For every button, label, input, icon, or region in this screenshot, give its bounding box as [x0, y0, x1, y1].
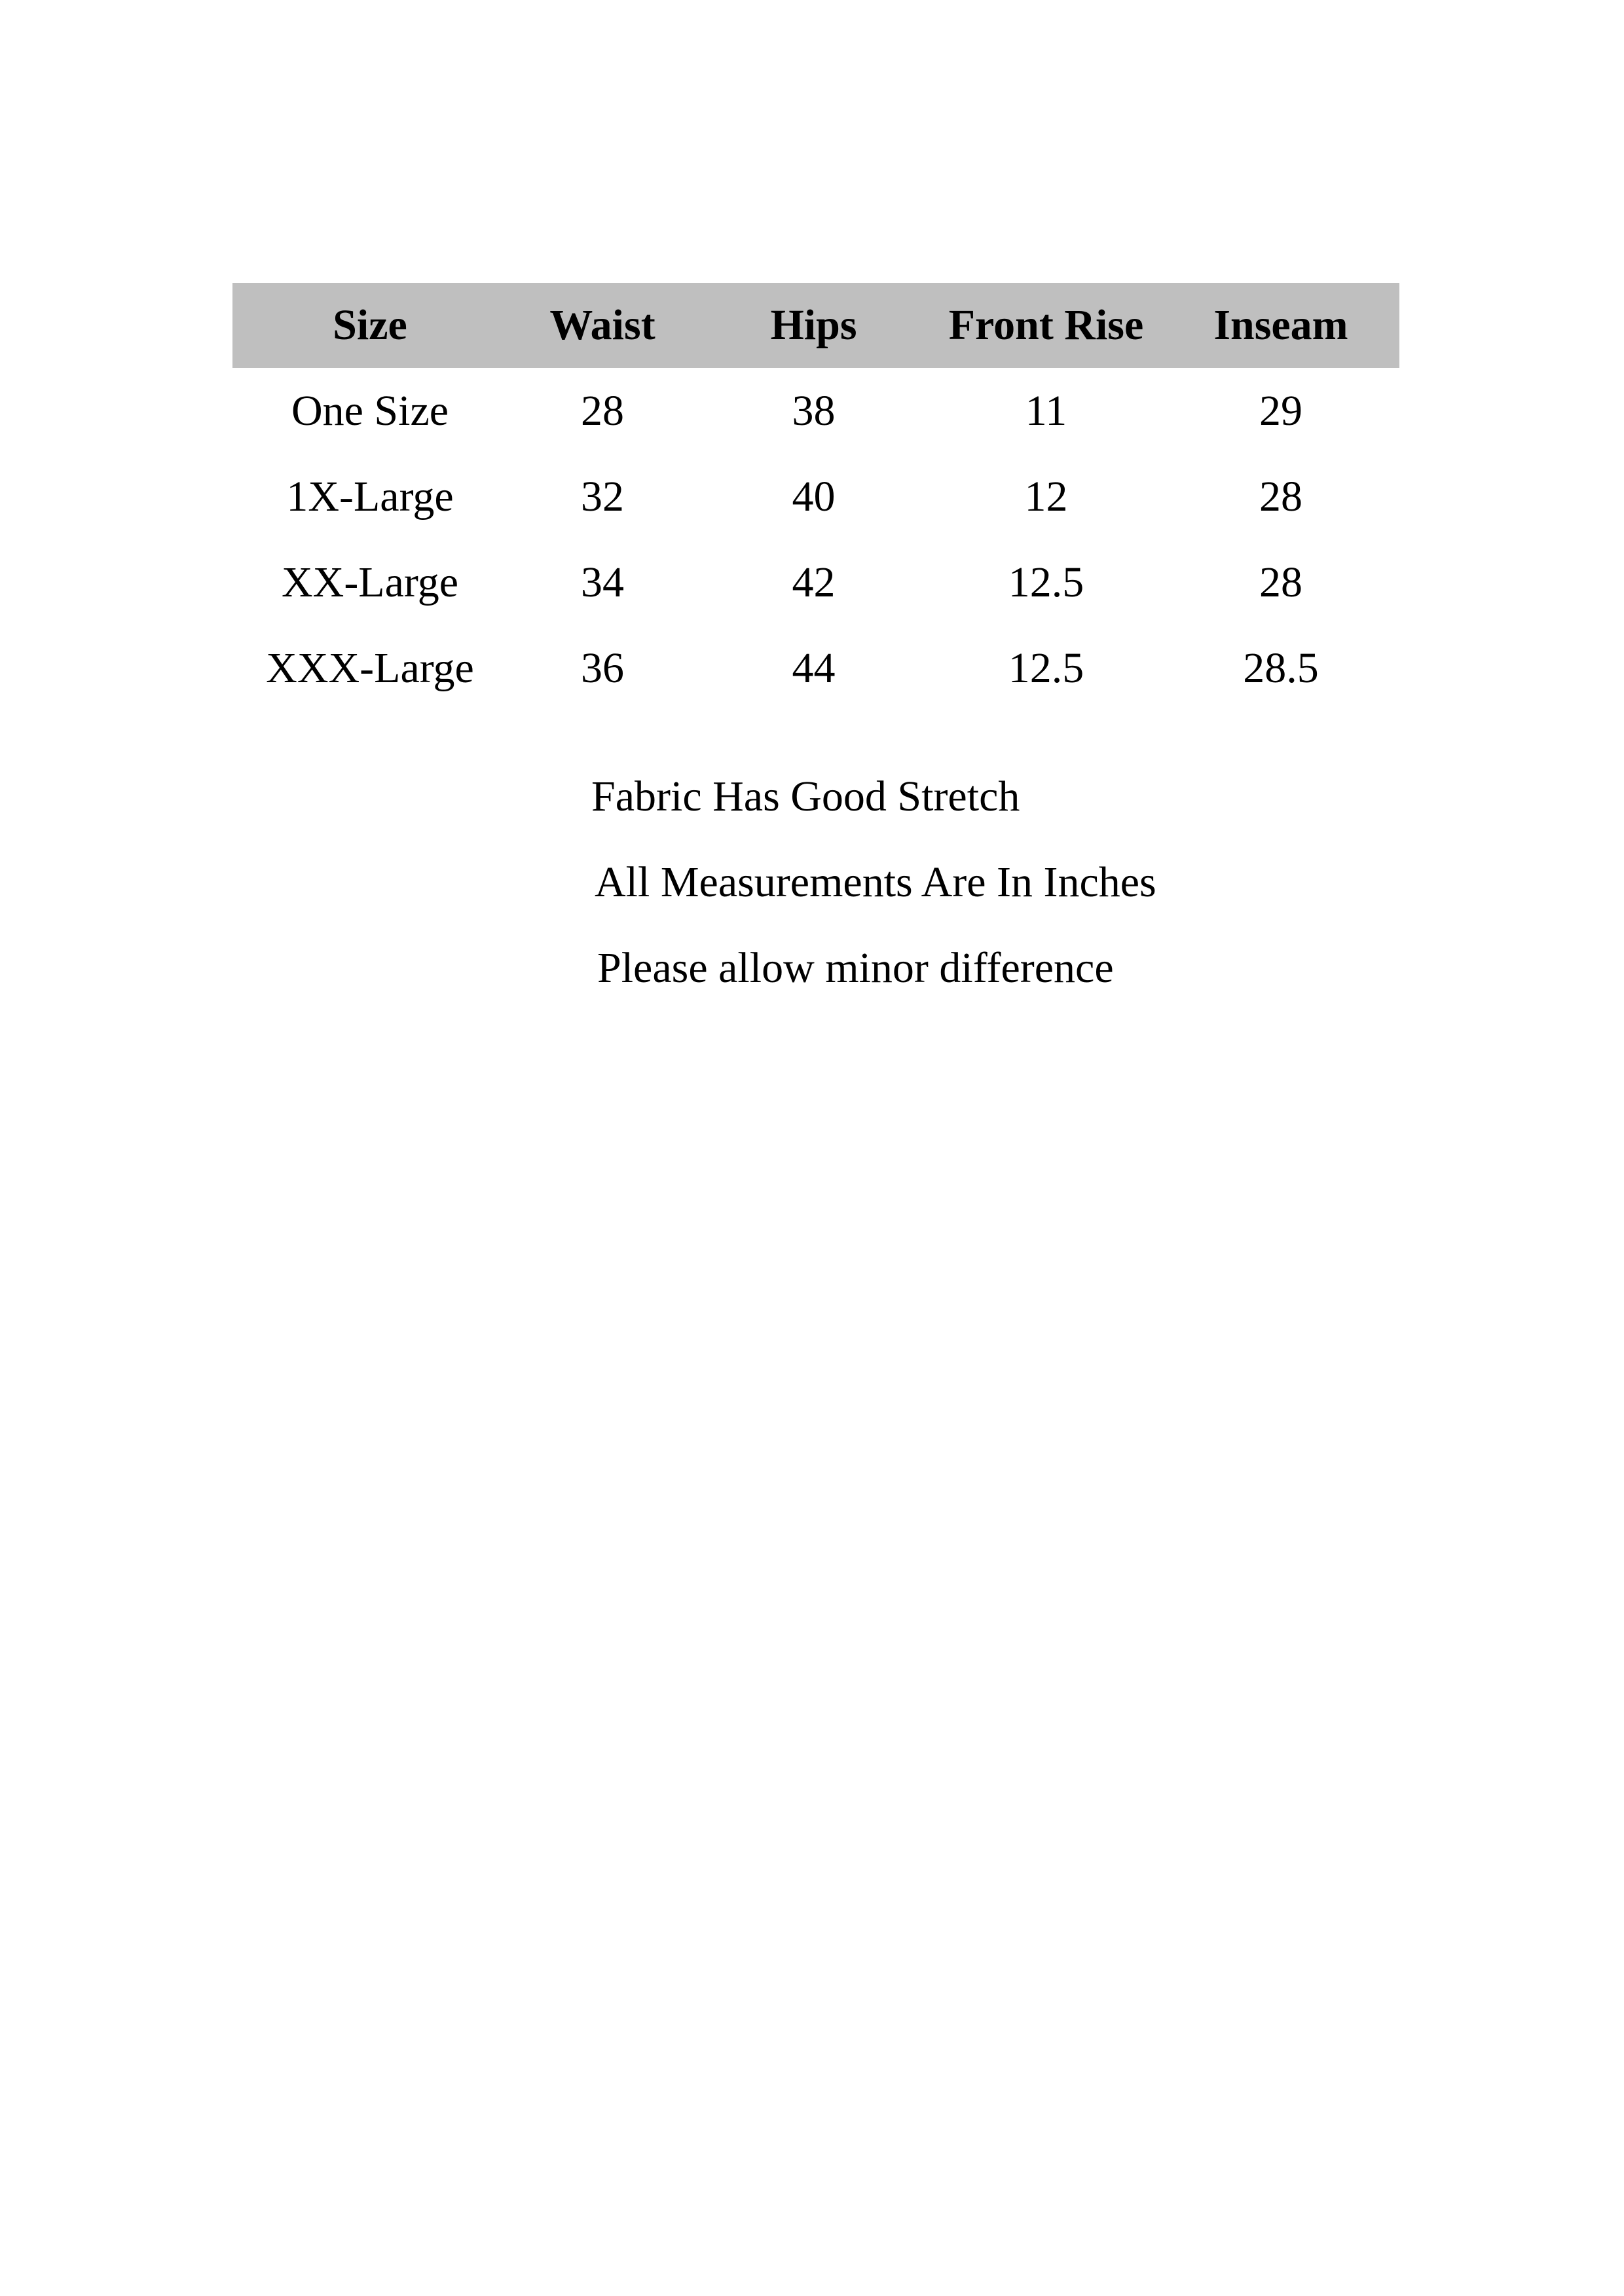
cell-waist: 34 [581, 558, 624, 606]
cell-waist: 28 [581, 386, 624, 435]
cell-waist: 32 [581, 472, 624, 520]
cell-front-rise: 12.5 [1008, 558, 1084, 606]
cell-hips: 44 [792, 644, 836, 692]
cell-inseam: 28.5 [1243, 644, 1319, 692]
cell-inseam: 28 [1259, 558, 1302, 606]
cell-inseam: 29 [1259, 386, 1302, 435]
cell-size: 1X-Large [286, 472, 454, 520]
header-waist: Waist [507, 283, 697, 368]
note-measurement-units: All Measurements Are In Inches [595, 858, 1156, 906]
cell-hips: 38 [792, 386, 836, 435]
header-size: Size [232, 283, 507, 368]
cell-front-rise: 11 [1025, 386, 1067, 435]
note-fabric-stretch: Fabric Has Good Stretch [591, 773, 1020, 820]
table-row [232, 539, 1399, 625]
cell-size: XXX-Large [266, 644, 474, 692]
cell-waist: 36 [581, 644, 624, 692]
header-hips: Hips [697, 283, 930, 368]
header-inseam: Inseam [1162, 283, 1399, 368]
cell-size: One Size [291, 386, 449, 435]
header-front-rise: Front Rise [930, 283, 1162, 368]
cell-size: XX-Large [282, 558, 458, 606]
cell-hips: 42 [792, 558, 836, 606]
table-row [232, 368, 1399, 454]
size-chart-table [232, 283, 1399, 711]
table-row [232, 625, 1399, 711]
note-minor-difference: Please allow minor difference [597, 944, 1114, 992]
cell-hips: 40 [792, 472, 836, 520]
table-header-row [232, 283, 1399, 368]
cell-front-rise: 12 [1024, 472, 1068, 520]
cell-inseam: 28 [1259, 472, 1302, 520]
cell-front-rise: 12.5 [1008, 644, 1084, 692]
table-row [232, 454, 1399, 539]
